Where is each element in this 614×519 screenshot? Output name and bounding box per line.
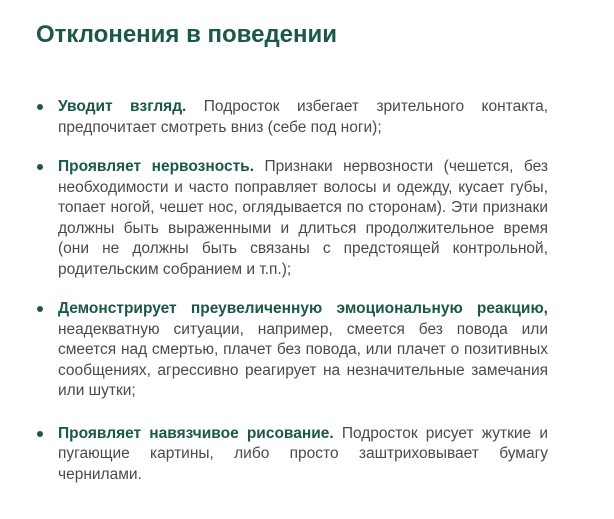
page-title: Отклонения в поведении <box>36 21 338 48</box>
behavior-list <box>36 97 548 485</box>
bullet-icon <box>37 306 43 312</box>
item-lead: Уводит взгляд. <box>58 98 187 115</box>
bullet-icon <box>37 104 43 110</box>
list-item <box>36 157 548 280</box>
item-text: Подросток избегает зрительного контакта, предпочитает смотреть вниз (себе под ноги); <box>58 98 548 136</box>
item-lead: Проявляет нервозность. <box>58 158 255 175</box>
item-lead: Демонстрирует преувеличенную эмоциональную реакцию, <box>58 300 548 317</box>
item-text: Подросток рисует жуткие и пугающие картины, либо просто заштриховывает бумагу чернилами. <box>58 424 548 483</box>
item-text: Признаки нервозности (чешется, без необходимости и часто поправляет волосы и одежду, кусает губы, топает ногой, чешет нос, оглядывается по сторонам). Эти признаки должны быть выраженными и длиться продолжительное время (они не должны быть связаны с предстоящей контрольной, родительским собранием и т.п.); <box>58 158 548 278</box>
item-text: неадекватную ситуации, например, смеется без повода или смеется над смертью, плачет без повода, или плачет о позитивных сообщениях, агрессивно реагирует на незначительные замечания или шутки; <box>58 320 548 399</box>
bullet-icon <box>37 164 43 170</box>
list-item <box>36 299 548 402</box>
bullet-icon <box>37 431 43 437</box>
item-lead: Проявляет навязчивое рисование. <box>58 424 334 442</box>
list-item <box>36 424 548 486</box>
list-item <box>36 97 548 138</box>
